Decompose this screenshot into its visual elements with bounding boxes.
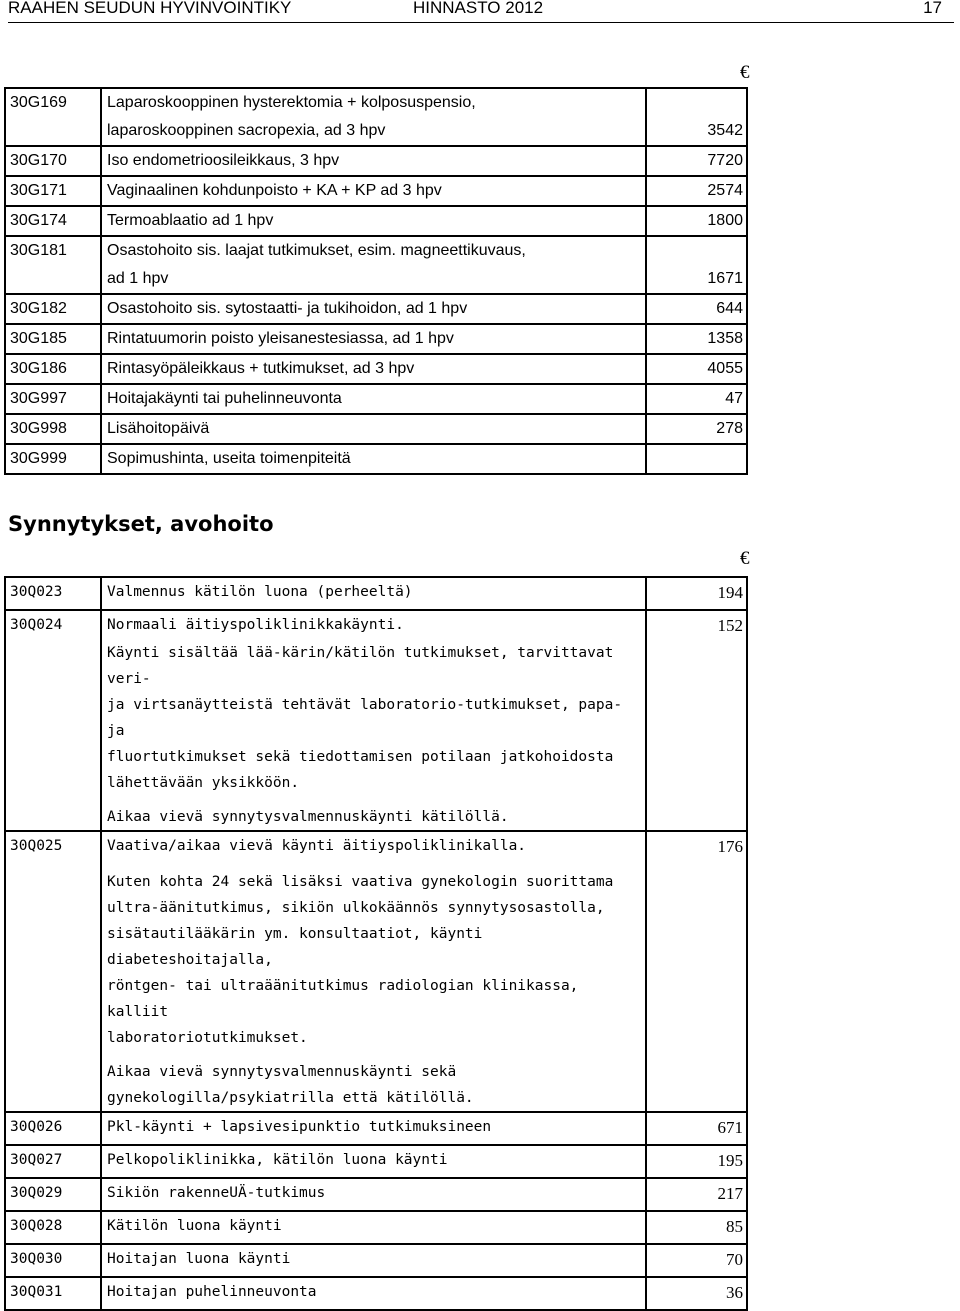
price-cell — [646, 444, 747, 474]
code-cell: 30G997 — [5, 384, 101, 414]
price-cell: 644 — [646, 294, 747, 324]
description-cell — [101, 88, 646, 146]
price-value: 195 — [717, 1151, 743, 1170]
note-line: ultra-äänitutkimus, sikiön ulkokäännös synnytysosastolla, — [107, 900, 605, 916]
description-cell — [101, 146, 646, 176]
description-cell — [101, 176, 646, 206]
table-row — [5, 146, 747, 176]
price-cell: 7720 — [646, 146, 747, 176]
note-line: laboratoriotutkimukset. — [107, 1030, 308, 1046]
price-table-maternity — [4, 576, 748, 1311]
code-cell: 30Q031 — [5, 1277, 101, 1310]
section-title: Synnytykset, avohoito — [8, 512, 274, 536]
price-value: 194 — [717, 583, 743, 602]
description-cell: Valmennus kätilön luona (perheeltä) — [101, 577, 646, 610]
code-cell: 30G186 — [5, 354, 101, 384]
description-cell: Hoitajan luona käynti — [101, 1244, 646, 1277]
price-table-procedures — [4, 87, 748, 475]
table-row — [5, 236, 747, 294]
description-cell — [101, 324, 646, 354]
organization-name: RAAHEN SEUDUN HYVINVOINTIKY — [8, 0, 292, 17]
price-cell — [646, 1211, 747, 1244]
note-line: fluortutkimukset sekä tiedottamisen potilaan jatkohoidosta — [107, 749, 614, 765]
price-cell — [646, 831, 747, 1112]
code-cell: 30Q025 — [5, 831, 101, 1112]
description-line: Osastohoito sis. sytostaatti- ja tukihoidon, ad 1 hpv — [107, 300, 468, 317]
description-cell — [101, 206, 646, 236]
code-cell: 30G999 — [5, 444, 101, 474]
price-cell: 278 — [646, 414, 747, 444]
code-cell: 30G181 — [5, 236, 101, 294]
table-row — [5, 176, 747, 206]
description-cell: Kätilön luona käynti — [101, 1211, 646, 1244]
description-cell — [101, 610, 646, 831]
description-cell: Pelkopoliklinikka, kätilön luona käynti — [101, 1145, 646, 1178]
description-line: Rintasyöpäleikkaus + tutkimukset, ad 3 hpv — [107, 360, 415, 377]
table-row — [5, 294, 747, 324]
price-cell: 2574 — [646, 176, 747, 206]
page-number: 17 — [923, 0, 942, 17]
table-row — [5, 831, 747, 1112]
table-row — [5, 384, 747, 414]
description-cell — [101, 354, 646, 384]
description-text: Vaativa/aikaa vievä käynti äitiyspoliklinikalla. — [107, 838, 527, 854]
description-line: laparoskooppinen sacropexia, ad 3 hpv — [107, 122, 386, 139]
table-row — [5, 1244, 747, 1277]
code-cell: 30G182 — [5, 294, 101, 324]
code-cell: 30G998 — [5, 414, 101, 444]
description-cell: Pkl-käynti + lapsivesipunktio tutkimuksineen — [101, 1112, 646, 1145]
note-line: Aikaa vievä synnytysvalmennuskäynti kätilöllä. — [107, 809, 509, 825]
note-line: Aikaa vievä synnytysvalmennuskäynti sekä — [107, 1064, 457, 1080]
price-cell — [646, 1244, 747, 1277]
description-cell: Hoitajan puhelinneuvonta — [101, 1277, 646, 1310]
description-line: Lisähoitopäivä — [107, 420, 210, 437]
note-line: lähettävään yksikköön. — [107, 775, 300, 791]
description-cell — [101, 831, 646, 1112]
price-value: 70 — [726, 1250, 743, 1269]
price-value: 176 — [717, 837, 743, 856]
table-row — [5, 1145, 747, 1178]
description-cell — [101, 294, 646, 324]
price-cell — [646, 1178, 747, 1211]
note-line: Käynti sisältää lää-kärin/kätilön tutkimukset, tarvittavat veri- — [107, 645, 614, 687]
description-line: Iso endometrioosileikkaus, 3 hpv — [107, 152, 340, 169]
table-row — [5, 610, 747, 831]
code-cell: 30Q023 — [5, 577, 101, 610]
price-cell: 4055 — [646, 354, 747, 384]
description-cell — [101, 414, 646, 444]
currency-symbol: € — [740, 548, 750, 569]
table-row — [5, 88, 747, 146]
price-cell: 1358 — [646, 324, 747, 354]
table-row — [5, 324, 747, 354]
table-row — [5, 577, 747, 610]
description-cell — [101, 384, 646, 414]
price-cell: 3542 — [646, 88, 747, 146]
code-cell: 30Q026 — [5, 1112, 101, 1145]
code-cell: 30Q029 — [5, 1178, 101, 1211]
note-line: ja virtsanäytteistä tehtävät laboratorio-tutkimukset, papa- ja — [107, 697, 623, 739]
price-cell — [646, 1112, 747, 1145]
table-row — [5, 414, 747, 444]
note-line: röntgen- tai ultraäänitutkimus radiologian klinikassa, kalliit — [107, 978, 579, 1020]
price-cell: 1800 — [646, 206, 747, 236]
table-row — [5, 1178, 747, 1211]
code-cell: 30G185 — [5, 324, 101, 354]
code-cell: 30Q027 — [5, 1145, 101, 1178]
description-line: Osastohoito sis. laajat tutkimukset, esim. magneettikuvaus, — [107, 242, 526, 259]
table-row — [5, 1277, 747, 1310]
table-row — [5, 354, 747, 384]
description-cell — [101, 444, 646, 474]
note-line: Kuten kohta 24 sekä lisäksi vaativa gynekologin suorittama — [107, 874, 614, 890]
price-cell — [646, 610, 747, 831]
code-cell: 30G169 — [5, 88, 101, 146]
description-line: Termoablaatio ad 1 hpv — [107, 212, 274, 229]
price-value: 36 — [726, 1283, 743, 1302]
price-value: 671 — [717, 1118, 743, 1137]
description-line: Sopimushinta, useita toimenpiteitä — [107, 450, 351, 467]
code-cell: 30Q028 — [5, 1211, 101, 1244]
price-cell — [646, 577, 747, 610]
description-cell — [101, 236, 646, 294]
code-cell: 30G174 — [5, 206, 101, 236]
note-line: sisätautilääkärin ym. konsultaatiot, käynti diabeteshoitajalla, — [107, 926, 483, 968]
document-title: HINNASTO 2012 — [413, 0, 544, 17]
table-row — [5, 1211, 747, 1244]
currency-symbol: € — [740, 62, 750, 83]
description-cell: Sikiön rakenneUÄ-tutkimus — [101, 1178, 646, 1211]
price-cell — [646, 1145, 747, 1178]
description-text: Normaali äitiyspoliklinikkakäynti. — [107, 617, 404, 633]
code-cell: 30Q030 — [5, 1244, 101, 1277]
description-line: Vaginaalinen kohdunpoisto + KA + KP ad 3 hpv — [107, 182, 442, 199]
price-value: 85 — [726, 1217, 743, 1236]
code-cell: 30Q024 — [5, 610, 101, 831]
price-cell: 47 — [646, 384, 747, 414]
price-value: 152 — [717, 616, 743, 635]
code-cell: 30G171 — [5, 176, 101, 206]
description-line: Hoitajakäynti tai puhelinneuvonta — [107, 390, 342, 407]
price-value: 217 — [717, 1184, 743, 1203]
price-cell — [646, 1277, 747, 1310]
page-header — [0, 0, 960, 23]
code-cell: 30G170 — [5, 146, 101, 176]
description-line: Rintatuumorin poisto yleisanestesiassa, ad 1 hpv — [107, 330, 454, 347]
description-line: Laparoskooppinen hysterektomia + kolposuspensio, — [107, 94, 476, 111]
table-row — [5, 206, 747, 236]
header-rule — [8, 22, 954, 23]
price-cell: 1671 — [646, 236, 747, 294]
description-line: ad 1 hpv — [107, 270, 169, 287]
note-line: gynekologilla/psykiatrilla että kätilöllä. — [107, 1090, 474, 1106]
table-row — [5, 444, 747, 474]
table-row — [5, 1112, 747, 1145]
